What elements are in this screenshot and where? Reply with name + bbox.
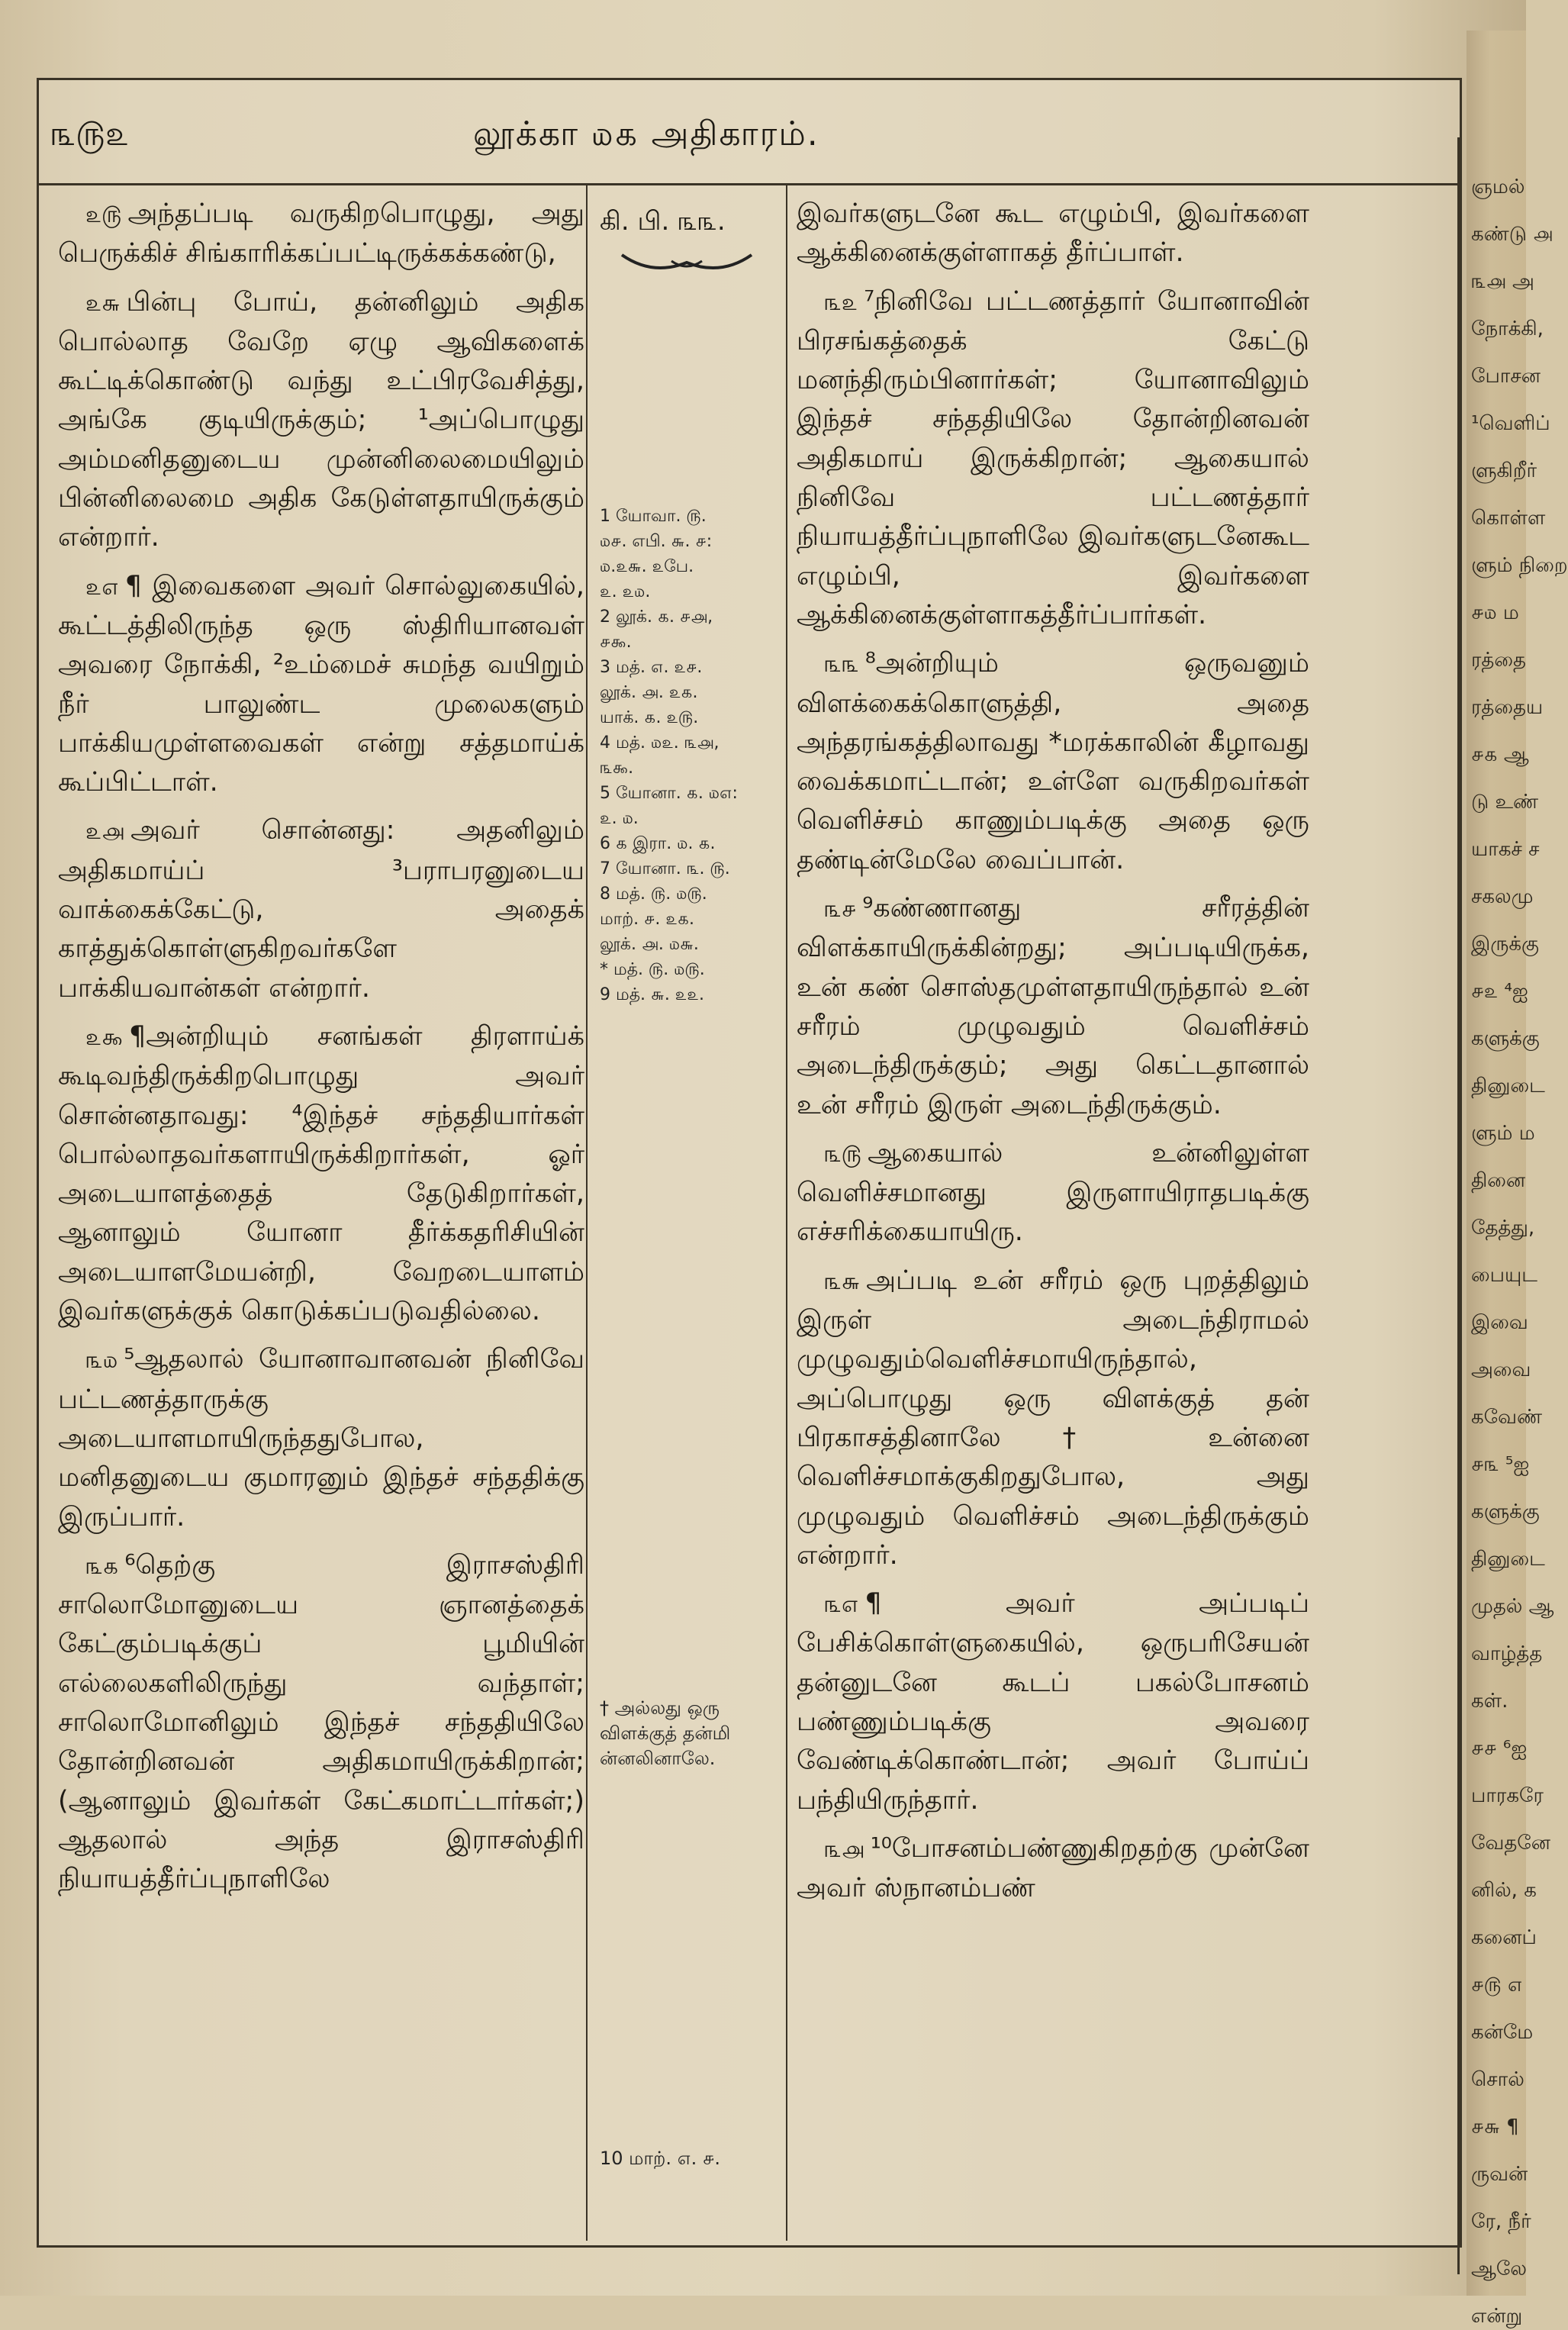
verse-text: ⁸அன்றியும் ஒருவனும் விளக்கைக்கொளுத்தி, அதை அந்தரங்கத்திலாவது *மரக்காலின் கீழாவது வைக்கமாட்டான்; உள்ளே வருகிறவர்கள் வெளிச்சம் காணும்படிக்கு அதை ஒரு தண்டின்மேலே வைப்பான்.	[797, 648, 1309, 875]
page-number: ௩௫௨	[50, 114, 130, 153]
adjacent-page-fragment: நோக்கி,	[1471, 317, 1544, 340]
adjacent-page-fragment: ருவன்	[1471, 2163, 1528, 2186]
margin-note: 2 லூக். ௧. ௪௮,	[600, 607, 713, 627]
verse-number: ௨௯	[85, 1023, 123, 1051]
margin-note: 9 மத். ௬. ௨௨.	[600, 985, 704, 1004]
adjacent-page-fragment: ௪௬ ¶	[1471, 2116, 1519, 2138]
adjacent-page-fragment: பையுட	[1471, 1264, 1537, 1287]
margin-note: மாற். ௪. ௨௧.	[600, 910, 694, 929]
margin-note: ௨. ௰.	[600, 809, 639, 828]
margin-note: * மத். ௫. ௰௫.	[600, 960, 705, 979]
verse-text: அப்படி உன் சரீரம் ஒரு புறத்திலும் இருள் அடைந்திராமல் முழுவதும்வெளிச்சமாயிருந்தால், அப்பொழுது ஒரு விளக்குத் தன் பிரகாசத்தினாலே† உன்னை வெளிச்சமாக்குகிறதுபோல, அது முழுவதும் வெளிச்சம் அடைந்திருக்கும் என்றார்.	[797, 1265, 1309, 1571]
verse	[58, 195, 584, 274]
adjacent-page-fragment: தினை	[1471, 1169, 1526, 1192]
verse-text: ¶அன்றியும் சனங்கள் திரளாய்க் கூடிவந்திருக்கிறபொழுது அவர் சொன்னதாவது: ⁴இந்தச் சந்ததியார்கள் பொல்லாதவர்களாயிருக்கிறார்கள், ஓர் அடையாளத்தைத் தேடுகிறார்கள், ஆனாலும் யோனா தீர்க்கதரிசியின் அடையாளமேயன்றி, வேறடையாளம் இவர்களுக்குக் கொடுக்கப்படுவதில்லை.	[58, 1020, 584, 1327]
adjacent-page-fragment: ஞமல்	[1471, 176, 1525, 198]
verse-text: ¹⁰போசனம்பண்ணுகிறதற்கு முன்னே அவர் ஸ்நானம்பண்	[797, 1832, 1309, 1904]
adjacent-page-fragment: கனைப்	[1471, 1926, 1537, 1949]
verse-number: ௩௭	[824, 1591, 859, 1619]
verse-text: ⁶தெற்கு இராசஸ்திரி சாலொமோனுடைய ஞானத்தைக் கேட்கும்படிக்குப் பூமியின் எல்லைகளிலிருந்து வந்தாள்; சாலொமோனிலும் இந்தச் சந்ததியிலே தோன்றினவன் அதிகமாயிருக்கிறான்; (ஆனாலும் இவர்கள் கேட்கமாட்டார்கள்;) ஆதலால் அந்த இராசஸ்திரி நியாயத்தீர்ப்புநாளிலே	[58, 1549, 584, 1895]
verse-number: ௩௰	[85, 1347, 118, 1374]
adjacent-page-fragment: வேதனே	[1471, 1832, 1550, 1855]
adjacent-page-fragment: ளும் ம	[1471, 1122, 1535, 1145]
adjacent-page-fragment: அவை	[1471, 1358, 1531, 1381]
verse-number: ௩௬	[824, 1268, 861, 1295]
adjacent-page-fragment: களுக்கு	[1471, 1027, 1540, 1050]
adjacent-page-fragment: இருக்கு	[1471, 933, 1539, 956]
adjacent-page-fragment: ஆலே	[1471, 2257, 1527, 2280]
margin-note: 5 யோனா. ௧. ௰௭:	[600, 784, 738, 803]
verse-text: அந்தப்படி வருகிறபொழுது, அது பெருக்கிச் சிங்காரிக்கப்பட்டிருக்கக்கண்டு,	[58, 198, 584, 269]
verse	[797, 1584, 1309, 1820]
adjacent-page-fragment: னில், க	[1471, 1879, 1537, 1902]
verse	[58, 811, 584, 1007]
adjacent-page-fragment: ௪௧ ஆ	[1471, 743, 1529, 766]
adjacent-page-fragment: யாகச் ச	[1471, 838, 1540, 861]
adjacent-page-fragment: ௪௩ ⁵ஐ	[1471, 1453, 1530, 1476]
verse-text: ¶ அவர் அப்படிப் பேசிக்கொள்ளுகையில், ஒருபரிசேயன் தன்னுடனே கூடப் பகல்போசனம் பண்ணும்படிக்கு அவரை வேண்டிக்கொண்டான்; அவர் போய்ப் பந்தியிருந்தார்.	[797, 1588, 1309, 1816]
verse-number: ௨௮	[85, 818, 125, 846]
verse	[797, 1262, 1309, 1575]
adjacent-page-fragment: ௪௰ ம	[1471, 601, 1519, 624]
margin-dagger-note: † அல்லது ஒரு விளக்குத் தன்மி ன்னலினாலே.	[600, 1697, 731, 1769]
verse	[58, 283, 584, 558]
margin-note: லூக். ௮. ௰௬.	[600, 935, 699, 954]
margin-note: 3 மத். ௭. ௨௪.	[600, 658, 703, 677]
margin-note: லூக். ௮. ௨௧.	[600, 683, 698, 702]
adjacent-page-fragment: சொல்	[1471, 2068, 1525, 2091]
margin-note-10: 10 மாற். ௭. ௪.	[600, 2148, 721, 2169]
adjacent-page-fragment: ௩௮ அ	[1471, 270, 1534, 293]
adjacent-page-fragment: வாழ்த்த	[1471, 1642, 1543, 1665]
verse-number: ௨௫	[85, 201, 122, 228]
adjacent-page-fragment: பாரகரே	[1471, 1784, 1544, 1807]
verse-text: ஆகையால் உன்னிலுள்ள வெளிச்சமானது இருளாயிராதபடிக்கு எச்சரிக்கையாயிரு.	[797, 1137, 1309, 1248]
verse-text: பின்பு போய், தன்னிலும் அதிக பொல்லாத வேறே ஏழு ஆவிகளைக் கூட்டிக்கொண்டு வந்து உட்பிரவேசித்து, அங்கே குடியிருக்கும்; ¹அப்பொழுது அம்மனிதனுடைய முன்னிலைமையிலும் பின்னிலைமை அதிக கேடுள்ளதாயிருக்கும் என்றார்.	[58, 286, 584, 553]
adjacent-page-fragment: கண்டு ௮	[1471, 223, 1554, 246]
margin-note: 6 ௧ இரா. ௰. ௧.	[600, 834, 716, 853]
adjacent-page-fragment: தினுடை	[1471, 1548, 1545, 1571]
left-text-column	[58, 195, 584, 1908]
verse-text: ⁵ஆதலால் யோனாவானவன் நினிவே பட்டணத்தாருக்கு அடையாளமாயிருந்ததுபோல, மனிதனுடைய குமாரனும் இந்தச் சந்ததிக்கு இருப்பார்.	[58, 1344, 584, 1532]
verse-number: ௩௮	[824, 1835, 864, 1863]
adjacent-page-fragment: என்று	[1471, 2305, 1523, 2328]
adjacent-page-fragment: களுக்கு	[1471, 1500, 1540, 1523]
adjacent-page-fragment: இவை	[1471, 1311, 1528, 1334]
verse-number: ௩௨	[824, 288, 858, 316]
margin-note: 4 மத். ௰௨. ௩௮,	[600, 733, 720, 752]
margin-note: ௰௪. எபி. ௬. ௪:	[600, 532, 713, 551]
adjacent-page-fragment: ¹வெளிப்	[1471, 412, 1550, 435]
verse-text: இவர்களுடனே கூட எழும்பி, இவர்களை ஆக்கினைக்குள்ளாகத் தீர்ப்பாள்.	[797, 198, 1309, 269]
adjacent-page-fragment: கள்.	[1471, 1690, 1508, 1713]
adjacent-page-fragment: தேத்து,	[1471, 1217, 1535, 1239]
verse	[58, 567, 584, 803]
verse-number: ௨௬	[85, 289, 121, 317]
adjacent-page-fragment: சகலமு	[1471, 885, 1534, 908]
adjacent-page-fragment: ரே, நீர்	[1471, 2210, 1531, 2233]
column-divider-right	[786, 183, 787, 2241]
adjacent-page-rule	[1457, 137, 1460, 2274]
margin-note: ௩௯.	[600, 759, 634, 778]
verse-text: ¶ இவைகளை அவர் சொல்லுகையில், கூட்டத்திலிருந்த ஒரு ஸ்திரியானவள் அவரை நோக்கி, ²உம்மைச் சுமந்த வயிறும் நீர் பாலுண்ட முலைகளும் பாக்கியமுள்ளவைகள் என்று சத்தமாய்க் கூப்பிட்டாள்.	[58, 570, 584, 798]
margin-note: ௪௯.	[600, 633, 632, 652]
adjacent-page-fragment: கொள்ள	[1471, 507, 1546, 530]
verse	[797, 282, 1309, 636]
column-divider-left	[586, 183, 588, 2241]
adjacent-page-fragment: ரத்தைய	[1471, 696, 1544, 719]
adjacent-page-fragment: கன்மே	[1471, 2021, 1534, 2044]
adjacent-page-fragment: போசன	[1471, 365, 1541, 388]
verse	[58, 1340, 584, 1536]
margin-heading: கி. பி. ௩௩.	[600, 206, 726, 237]
margin-note: 1 யோவா. ௫.	[600, 507, 707, 526]
verse-number: ௩௫	[824, 1140, 862, 1168]
running-title: லூக்கா ௰௧ அதிகாரம்.	[473, 114, 819, 153]
margin-note: ௰.௨௬. ௨பே.	[600, 557, 694, 576]
verse-number: ௩௪	[824, 896, 857, 923]
margin-note: 8 மத். ௫. ௰௫.	[600, 885, 707, 904]
margin-note: 7 யோனா. ௩. ௫.	[600, 859, 730, 878]
adjacent-page-fragment: ௪௪ ⁶ஐ	[1471, 1737, 1528, 1760]
flourish-ornament-icon	[618, 246, 755, 276]
verse-continuation	[797, 195, 1309, 273]
verse	[797, 1134, 1309, 1252]
margin-note: ௨. ௨௰.	[600, 582, 651, 601]
margin-notes-list	[600, 504, 768, 1007]
verse-text: ⁷நினிவே பட்டணத்தார் யோனாவின் பிரசங்கத்தைக் கேட்டு மனந்திரும்பினார்கள்; யோனாவிலும் இந்தச் சந்ததியிலே தோன்றினவன் அதிகமாய் இருக்கிறான்; ஆகையால் நினிவே பட்டணத்தார் நியாயத்தீர்ப்புநாளிலே இவர்களுடனேகூட எழும்பி, இவர்களை ஆக்கினைக்குள்ளாகத்தீர்ப்பார்கள்.	[797, 285, 1309, 630]
right-text-column	[797, 195, 1309, 1917]
adjacent-page-edge	[1467, 31, 1568, 2328]
header-rule	[37, 183, 1462, 185]
adjacent-page-fragment: முதல் ஆ	[1471, 1595, 1554, 1618]
adjacent-page-fragment: ரத்தை	[1471, 649, 1526, 672]
verse	[797, 889, 1309, 1125]
adjacent-page-fragment: டு உண்	[1471, 791, 1539, 814]
verse-number: ௩௧	[85, 1552, 119, 1580]
verse-text: அவர் சொன்னது: அதனிலும் அதிகமாய்ப் ³பராபரனுடைய வாக்கைக்கேட்டு, அதைக் காத்துக்கொள்ளுகிறவர்களே பாக்கியவான்கள் என்றார்.	[58, 815, 584, 1004]
adjacent-page-fragment: தினுடை	[1471, 1075, 1545, 1097]
adjacent-page-fragment: ௪௨ ⁴ஐ	[1471, 980, 1528, 1003]
margin-note: யாக். ௧. ௨௫.	[600, 708, 699, 727]
verse-text: ⁹கண்ணானது சரீரத்தின் விளக்காயிருக்கின்றது; அப்படியிருக்க, உன் கண் சொஸ்தமுள்ளதாயிருந்தால் உன் சரீரம் முழுவதும் வெளிச்சம் அடைந்திருக்கும்; அது கெட்டதானால் உன் சரீரம் இருள் அடைந்திருக்கும்.	[797, 893, 1309, 1120]
verse	[58, 1017, 584, 1331]
verse-number: ௨௭	[85, 573, 119, 601]
adjacent-page-fragment: கவேண்	[1471, 1406, 1543, 1429]
verse-number: ௩௩	[824, 651, 859, 678]
verse	[797, 644, 1309, 880]
verse	[797, 1829, 1309, 1909]
adjacent-page-fragment: ௪௫ ௭	[1471, 1974, 1523, 1996]
verse	[58, 1546, 584, 1900]
adjacent-page-fragment: ளும் நிறை	[1471, 554, 1568, 577]
adjacent-page-fragment: ளுகிறீர்	[1471, 459, 1537, 482]
